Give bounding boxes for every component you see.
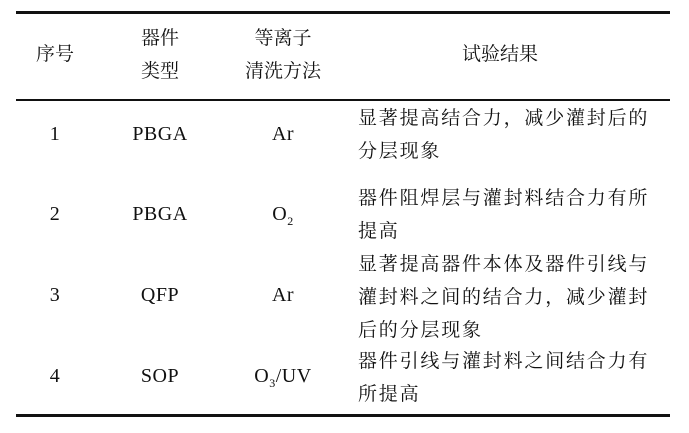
row-1-method: Ar [271,123,295,145]
row-4-num: 4 [49,365,61,387]
row-3-num: 3 [49,284,61,306]
row-2-result: 器件阻焊层与灌封料结合力有所提高 [358,187,650,242]
row-4-method-base: O [254,365,270,387]
row-2-type: PBGA [132,203,188,225]
header-device-type [122,22,198,88]
table-header-rule [16,99,670,101]
header-serial-number: 序号 [35,43,74,65]
table-bottom-rule [16,414,670,417]
row-1-result: 显著提高结合力，减少灌封后的分层现象 [358,107,650,162]
header-plasma-method-line2: 清洗方法 [244,60,321,82]
row-2-num: 2 [49,203,61,225]
row-1-type: PBGA [132,123,188,145]
header-plasma-method-line1: 等离子 [254,27,312,49]
row-4-type: SOP [140,365,180,387]
row-3-type: QFP [140,284,180,306]
row-2-method [233,198,333,231]
row-1-num: 1 [49,123,61,145]
row-4-result: 器件引线与灌封料之间结合力有所提高 [358,350,650,405]
header-device-type-line2: 类型 [140,60,179,82]
table-top-rule [16,11,670,14]
row-3-result: 显著提高器件本体及器件引线与灌封料之间的结合力，减少灌封后的分层现象 [358,253,650,341]
header-device-type-line1: 器件 [140,27,179,49]
row-4-method [233,360,333,393]
header-plasma-method [233,22,333,88]
row-2-method-base: O [272,203,288,225]
row-2-method-sub: 2 [287,214,294,228]
header-test-result: 试验结果 [461,43,538,65]
row-4-method-suffix: /UV [275,365,312,387]
row-4-method-sub: 3 [269,376,276,390]
row-3-method: Ar [271,284,295,306]
